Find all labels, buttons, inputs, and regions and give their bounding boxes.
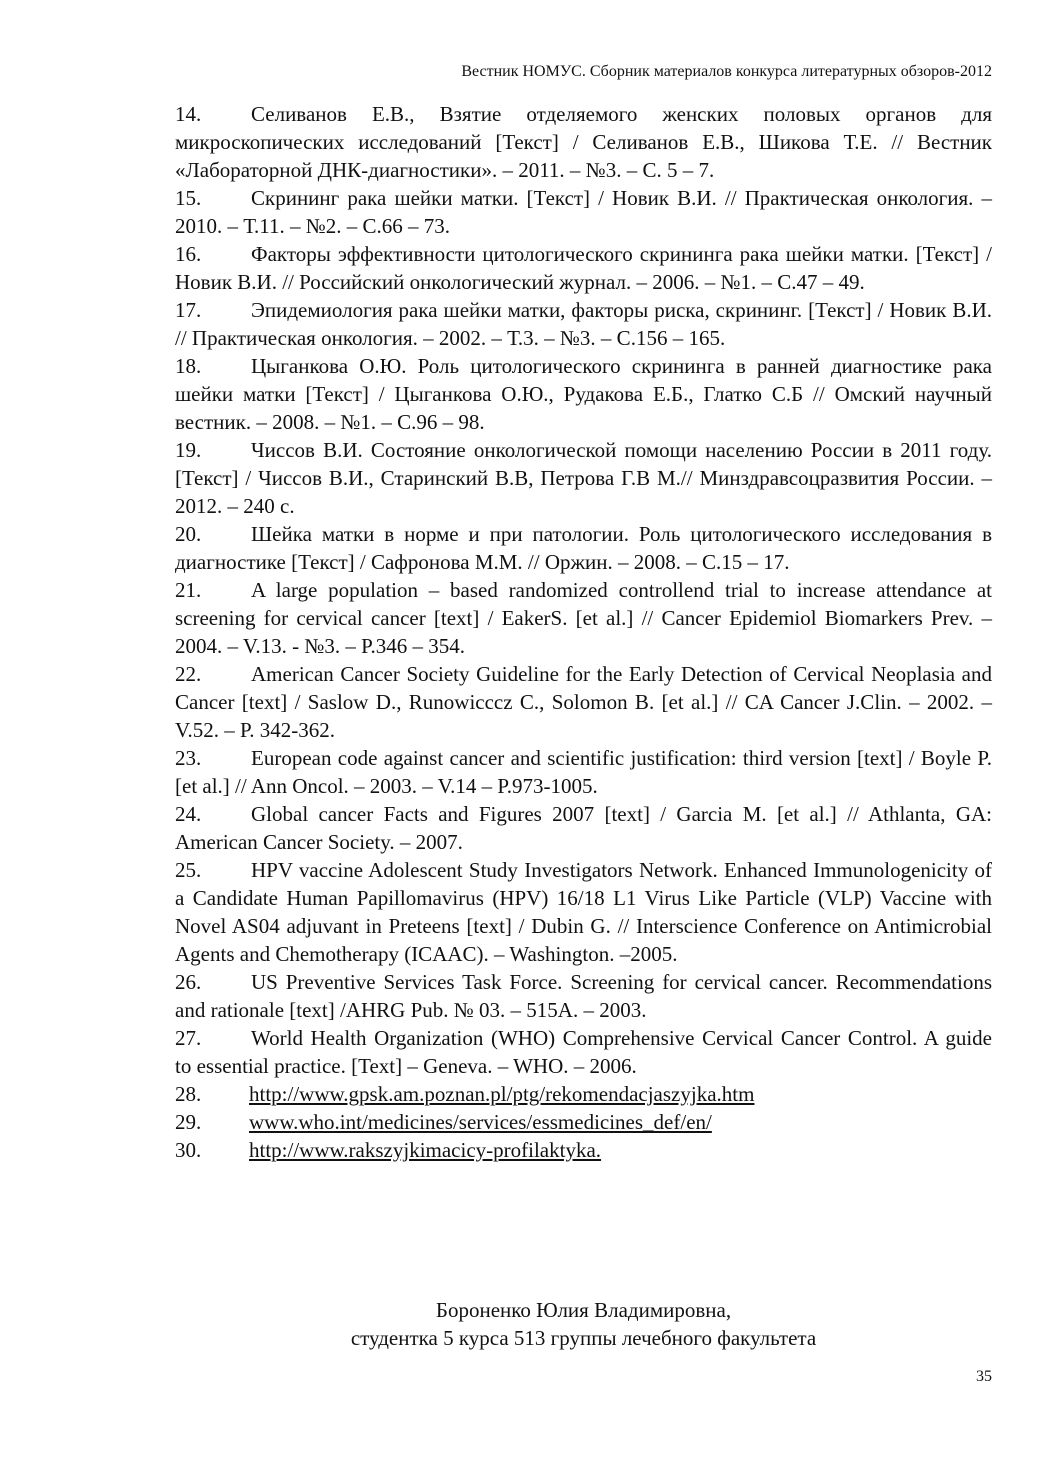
reference-link-item (175, 1080, 992, 1108)
reference-number: 24. (175, 802, 202, 826)
reference-text: Факторы эффективности цитологического скрининга рака шейки матки. [Текст] / Новик В.И. // Российский онкологический журнал. – 2006. – №1. – С.47 – 49. (175, 242, 992, 294)
reference-text: Селиванов Е.В., Взятие отделяемого женских половых органов для микроскопических исследований [Текст] / Селиванов Е.В., Шикова Т.Е. // Вестник «Лабораторной ДНК-диагностики». – 2011. – №3. – С. 5 – 7. (175, 102, 992, 182)
reference-number: 18. (175, 354, 202, 378)
reference-item (175, 660, 992, 744)
running-header: Вестник НОМУС. Сборник материалов конкурса литературных обзоров-2012 (461, 63, 992, 80)
reference-item (175, 744, 992, 800)
reference-item (175, 800, 992, 856)
reference-number: 17. (175, 298, 202, 322)
reference-text: Цыганкова О.Ю. Роль цитологического скрининга в ранней диагностике рака шейки матки [Текст] / Цыганкова О.Ю., Рудакова Е.Б., Глатко С.Б // Омский научный вестник. – 2008. – №1. – С.96 – 98. (175, 354, 992, 434)
reference-item (175, 520, 992, 576)
reference-item (175, 968, 992, 1024)
reference-text: Global cancer Facts and Figures 2007 [text] / Garcia M. [et al.] // Athlanta, GA: American Cancer Society. – 2007. (175, 802, 992, 854)
reference-url-link[interactable]: http://www.gpsk.am.poznan.pl/ptg/rekomendacjaszyjka.htm (249, 1082, 755, 1106)
author-position: студентка 5 курса 513 группы лечебного факультета (350, 1326, 817, 1350)
reference-item (175, 576, 992, 660)
reference-number: 26. (175, 970, 202, 994)
reference-text: US Preventive Services Task Force. Screening for cervical cancer. Recommendations and rationale [text] /AHRG Pub. № 03. – 515A. – 2003. (175, 970, 992, 1022)
reference-link-item (175, 1108, 992, 1136)
reference-text: Чиссов В.И. Состояние онкологической помощи населению России в 2011 году. [Текст] / Чиссов В.И., Старинский В.В, Петрова Г.В М.// Минздравсоцразвития России. – 2012. – 240 с. (175, 438, 992, 518)
author-name: Бороненко Юлия Владимировна, (435, 1298, 732, 1322)
reference-item (175, 352, 992, 436)
reference-number: 27. (175, 1026, 202, 1050)
reference-number: 16. (175, 242, 202, 266)
page-number: 35 (976, 1368, 992, 1385)
reference-text: HPV vaccine Adolescent Study Investigators Network. Enhanced Immunologenicity of a Candidate Human Papillomavirus (HPV) 16/18 L1 Virus Like Particle (VLP) Vaccine with Novel AS04 adjuvant in Preteens [text] / Dubin G. // Interscience Conference on Antimicrobial Agents and Chemotherapy (ICAAC). – Washington. –2005. (175, 858, 992, 966)
reference-text: World Health Organization (WHO) Comprehensive Cervical Cancer Control. A guide to essential practice. [Text] – Geneva. – WHO. – 2006. (175, 1026, 992, 1078)
reference-number: 29. (175, 1110, 202, 1134)
author-block (175, 1296, 992, 1352)
reference-number: 20. (175, 522, 202, 546)
reference-url-link[interactable]: www.who.int/medicines/services/essmedicines_def/en/ (249, 1110, 712, 1134)
reference-item (175, 184, 992, 240)
reference-list (175, 100, 992, 1164)
reference-item (175, 436, 992, 520)
reference-number: 25. (175, 858, 202, 882)
reference-item (175, 100, 992, 184)
reference-item (175, 856, 992, 968)
reference-text: A large population – based randomized controllend trial to increase attendance at screening for cervical cancer [text] / EakerS. [et al.] // Cancer Epidemiol Biomarkers Prev. – 2004. – V.13. - №3. – P.346 – 354. (175, 578, 992, 658)
reference-text: European code against cancer and scientific justification: third version [text] / Boyle P. [et al.] // Ann Oncol. – 2003. – V.14 – P.973-1005. (175, 746, 992, 798)
reference-number: 15. (175, 186, 202, 210)
reference-item (175, 240, 992, 296)
reference-link-item (175, 1136, 992, 1164)
reference-number: 28. (175, 1082, 202, 1106)
reference-text: Эпидемиология рака шейки матки, факторы риска, скрининг. [Текст] / Новик В.И. // Практическая онкология. – 2002. – Т.3. – №3. – С.156 – 165. (175, 298, 992, 350)
reference-number: 14. (175, 102, 202, 126)
reference-number: 23. (175, 746, 202, 770)
reference-text: Скрининг рака шейки матки. [Текст] / Новик В.И. // Практическая онкология. – 2010. – Т.11. – №2. – С.66 – 73. (175, 186, 992, 238)
reference-item (175, 1024, 992, 1080)
reference-number: 22. (175, 662, 202, 686)
reference-text: American Cancer Society Guideline for the Early Detection of Cervical Neoplasia and Cancer [text] / Saslow D., Runowicccz C., Solomon B. [et al.] // CA Cancer J.Clin. – 2002. – V.52. – P. 342-362. (175, 662, 992, 742)
reference-number: 19. (175, 438, 202, 462)
reference-item (175, 296, 992, 352)
reference-number: 21. (175, 578, 202, 602)
reference-url-link[interactable]: http://www.rakszyjkimacicy-profilaktyka. (249, 1138, 602, 1162)
reference-text: Шейка матки в норме и при патологии. Роль цитологического исследования в диагностике [Текст] / Сафронова М.М. // Оржин. – 2008. – С.15 – 17. (175, 522, 992, 574)
reference-number: 30. (175, 1138, 202, 1162)
